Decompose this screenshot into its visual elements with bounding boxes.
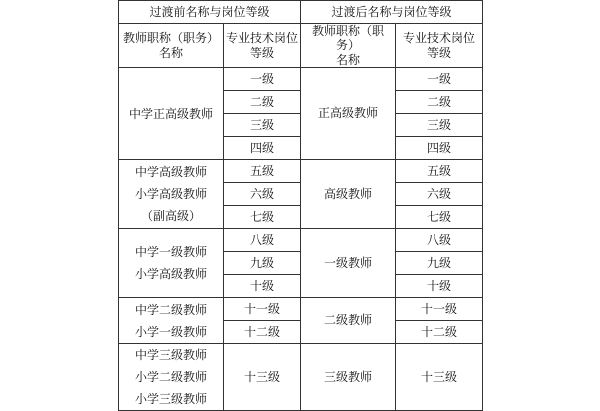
header-after-title-col (301, 24, 396, 68)
before-title-cell (119, 229, 224, 298)
before-level: 十三级 (224, 344, 301, 411)
header-line: 专业技术岗位 (226, 31, 299, 46)
before-title-cell (119, 344, 224, 411)
before-title-cell (119, 160, 224, 229)
before-title: 中学一级教师 (134, 245, 207, 260)
after-title-cell: 高级教师 (301, 160, 396, 229)
header-line: 名称 (336, 52, 361, 67)
before-level: 十一级 (224, 298, 301, 321)
before-level: 十二级 (224, 321, 301, 344)
after-level: 七级 (396, 206, 483, 229)
header-line: 等级 (427, 45, 452, 60)
after-level: 二级 (396, 91, 483, 114)
after-level: 六级 (396, 183, 483, 206)
after-level: 一级 (396, 68, 483, 91)
before-level: 八级 (224, 229, 301, 252)
before-level: 六级 (224, 183, 301, 206)
before-title: （副高级） (140, 209, 201, 224)
after-level: 九级 (396, 252, 483, 275)
header-before: 过渡前名称与岗位等级 (119, 1, 301, 24)
before-level: 九级 (224, 252, 301, 275)
header-line: 教师职称（职务） (312, 24, 385, 53)
before-title: 小学三级教师 (134, 392, 207, 407)
before-level: 七级 (224, 206, 301, 229)
before-level: 五级 (224, 160, 301, 183)
after-level: 十一级 (396, 298, 483, 321)
before-title: 中学二级教师 (134, 302, 207, 317)
header-before-title-col (119, 24, 224, 68)
before-level: 四级 (224, 137, 301, 160)
before-level: 十级 (224, 275, 301, 298)
after-level: 八级 (396, 229, 483, 252)
before-title: 中学三级教师 (134, 348, 207, 363)
before-level: 二级 (224, 91, 301, 114)
before-level: 三级 (224, 114, 301, 137)
teacher-grade-transition-table (118, 0, 483, 411)
before-title: 小学二级教师 (134, 370, 207, 385)
header-before-level-col (224, 24, 301, 68)
header-line: 名称 (158, 45, 183, 60)
before-title: 小学高级教师 (134, 267, 207, 282)
after-title-cell: 二级教师 (301, 298, 396, 344)
before-title-cell (119, 68, 224, 160)
header-line: 教师职称（职务） (122, 31, 219, 46)
after-title-cell: 三级教师 (301, 344, 396, 411)
before-title-cell (119, 298, 224, 344)
before-title: 小学高级教师 (134, 187, 207, 202)
before-title: 小学一级教师 (134, 324, 207, 339)
header-line: 专业技术岗位 (403, 31, 476, 46)
before-level: 一级 (224, 68, 301, 91)
after-level: 五级 (396, 160, 483, 183)
header-after: 过渡后名称与岗位等级 (301, 1, 483, 24)
header-line: 等级 (250, 45, 275, 60)
header-after-level-col (396, 24, 483, 68)
after-level: 十三级 (396, 344, 483, 411)
after-level: 四级 (396, 137, 483, 160)
after-level: 十二级 (396, 321, 483, 344)
after-title-cell: 一级教师 (301, 229, 396, 298)
after-level: 三级 (396, 114, 483, 137)
before-title: 中学高级教师 (134, 165, 207, 180)
after-title-cell: 正高级教师 (301, 68, 396, 160)
before-title: 中学正高级教师 (128, 106, 213, 121)
after-level: 十级 (396, 275, 483, 298)
